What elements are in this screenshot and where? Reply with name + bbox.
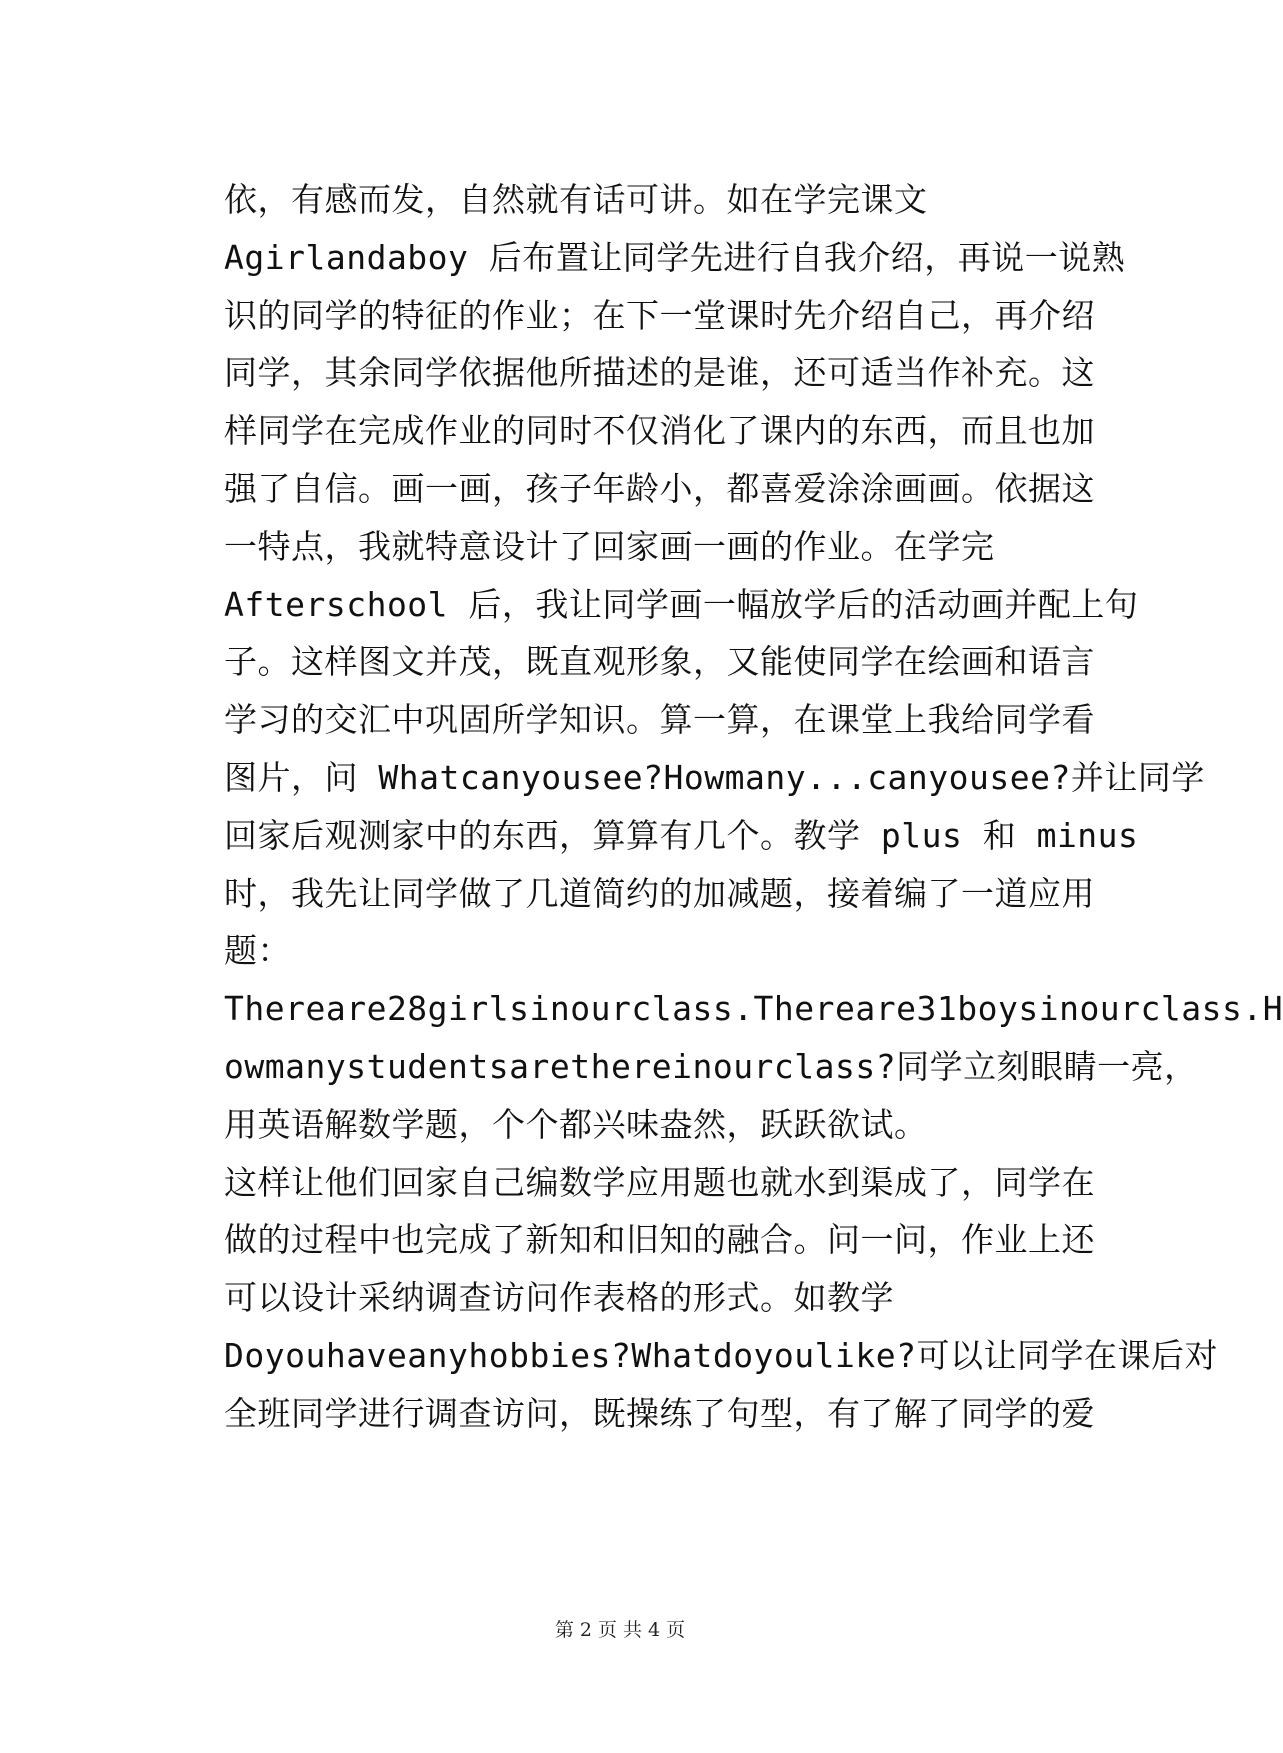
page-number: 2 <box>579 1619 592 1641</box>
text-line: 同学，其余同学依据他所描述的是谁，还可适当作补充。这 <box>224 353 1095 393</box>
text-line: 做的过程中也完成了新知和旧知的融合。问一问，作业上还 <box>224 1220 1095 1260</box>
page-label-unit: 页 <box>597 1619 617 1641</box>
page-label-prefix: 第 <box>554 1619 574 1641</box>
text-line: 全班同学进行调查访问，既操练了句型，有了解了同学的爱 <box>224 1393 1095 1433</box>
text-line: Doyouhaveanyhobbies?Whatdoyoulike?可以让同学在课后对 <box>224 1335 1219 1375</box>
text-line: 可以设计采纳调查访问作表格的形式。如教学 <box>224 1278 894 1318</box>
text-line: 子。这样图文并茂，既直观形象，又能使同学在绘画和语言 <box>224 642 1095 682</box>
text-line: 图片，问 Whatcanyousee?Howmany...canyousee?并让同学 <box>224 757 1205 797</box>
total-label-unit: 页 <box>666 1619 686 1641</box>
text-line: Thereare28girlsinourclass.Thereare31boysinourclass.H <box>224 989 1283 1029</box>
text-line: 识的同学的特征的作业；在下一堂课时先介绍自己，再介绍 <box>224 295 1095 335</box>
text-line: Agirlandaboy 后布置让同学先进行自我介绍，再说一说熟 <box>224 237 1126 277</box>
text-line: 样同学在完成作业的同时不仅消化了课内的东西，而且也加 <box>224 411 1095 451</box>
text-line: owmanystudentsarethereinourclass?同学立刻眼睛一亮， <box>224 1046 1198 1086</box>
text-line: 时，我先让同学做了几道简约的加减题，接着编了一道应用 <box>224 873 1095 913</box>
body-text <box>224 171 1283 1443</box>
text-line: 用英语解数学题，个个都兴味盎然，跃跃欲试。 <box>224 1104 928 1144</box>
text-line: 题： <box>224 931 291 971</box>
text-line: 这样让他们回家自己编数学应用题也就水到渠成了，同学在 <box>224 1162 1095 1202</box>
total-pages: 4 <box>648 1619 661 1641</box>
total-label-prefix: 共 <box>623 1619 643 1641</box>
text-line: 一特点，我就特意设计了回家画一画的作业。在学完 <box>224 526 995 566</box>
page-footer <box>0 1618 1240 1642</box>
text-line: Afterschool 后，我让同学画一幅放学后的活动画并配上句 <box>224 584 1139 624</box>
text-line: 回家后观测家中的东西，算算有几个。教学 plus 和 minus <box>224 815 1139 855</box>
text-line: 依，有感而发，自然就有话可讲。如在学完课文 <box>224 180 928 219</box>
text-line: 强了自信。画一画，孩子年龄小，都喜爱涂涂画画。依据这 <box>224 468 1095 508</box>
text-line: 学习的交汇中巩固所学知识。算一算，在课堂上我给同学看 <box>224 700 1095 740</box>
